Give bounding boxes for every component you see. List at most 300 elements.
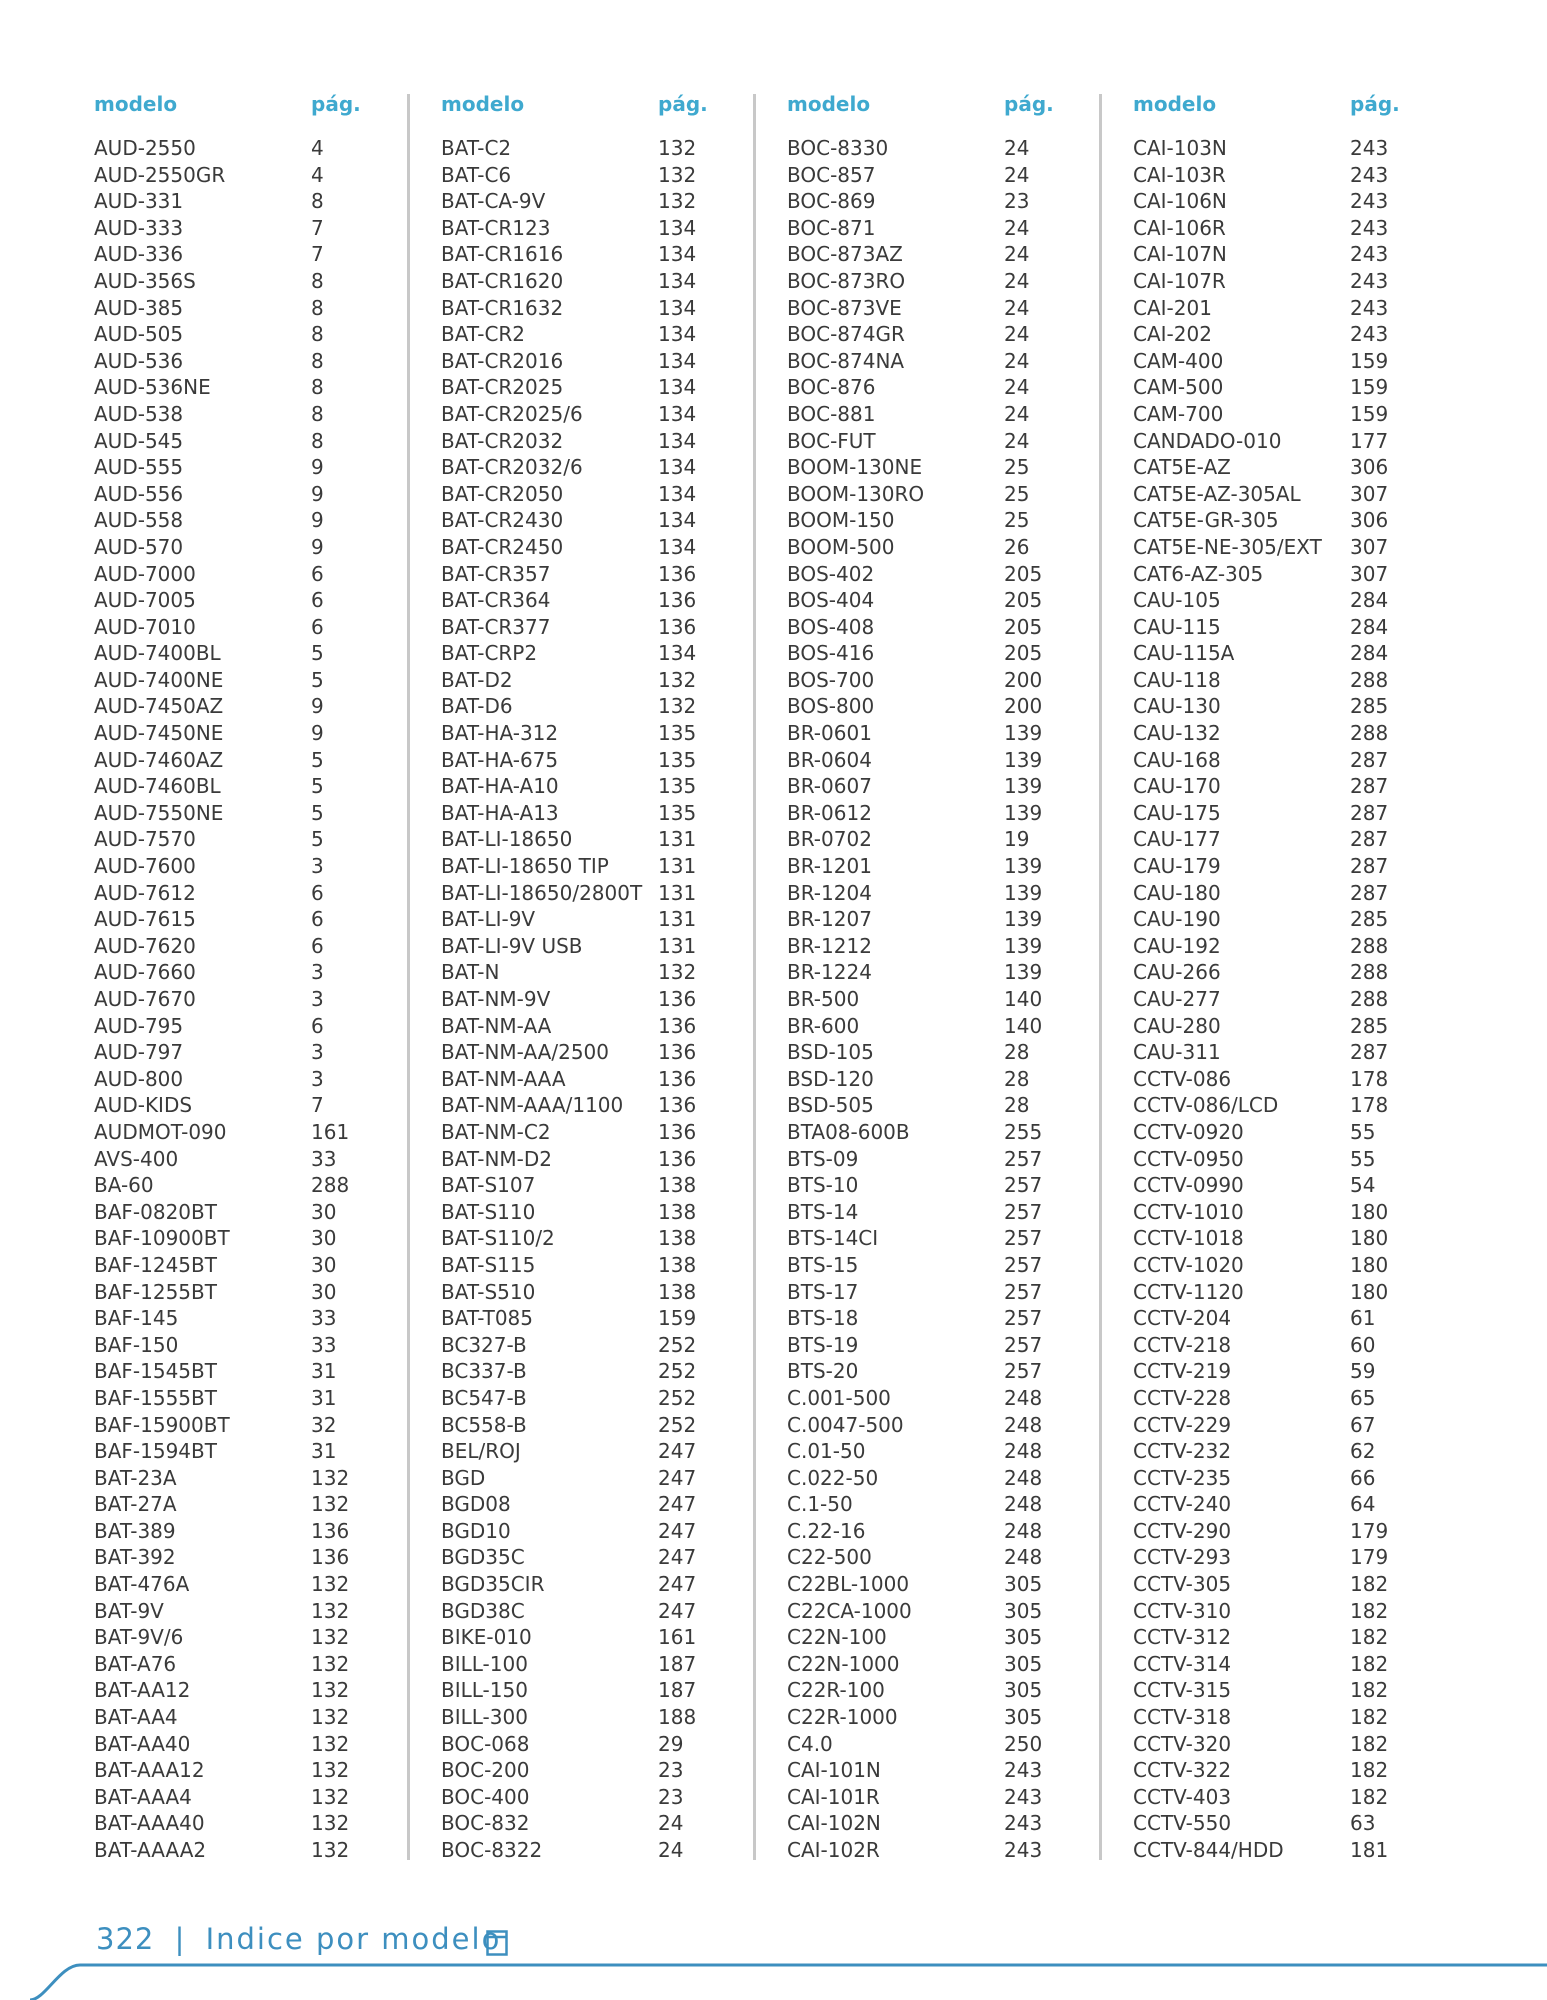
model-header: modelo: [787, 92, 871, 116]
page-ref: 3: [311, 960, 324, 985]
model-code: BGD: [441, 1465, 486, 1490]
index-row: [441, 1119, 781, 1146]
page-ref: 288: [1350, 721, 1389, 746]
page-ref: 159: [658, 1306, 697, 1331]
index-row: [1133, 1385, 1473, 1412]
model-code: CAU-132: [1133, 721, 1221, 746]
model-code: C22BL-1000: [787, 1572, 910, 1597]
model-code: CAI-107R: [1133, 268, 1226, 293]
index-row: [94, 1784, 434, 1811]
index-row: [441, 1598, 781, 1625]
index-row: [441, 1438, 781, 1465]
page-ref: 136: [311, 1545, 350, 1570]
index-row: [441, 800, 781, 827]
page-ref: 8: [311, 295, 324, 320]
model-code: CAU-115A: [1133, 641, 1235, 666]
model-code: C22R-100: [787, 1678, 885, 1703]
page-number: 322: [96, 1922, 155, 1956]
page-ref: 255: [1004, 1119, 1043, 1144]
page-ref: 177: [1350, 428, 1389, 453]
page-ref: 247: [658, 1439, 697, 1464]
model-code: BR-500: [787, 987, 860, 1011]
page-ref: 182: [1350, 1758, 1389, 1783]
model-code: BAT-AAA40: [94, 1811, 205, 1836]
page-ref: 243: [1004, 1784, 1043, 1809]
index-row: [787, 1172, 1127, 1199]
page-ref: 24: [658, 1811, 684, 1836]
page-ref: 63: [1350, 1811, 1376, 1836]
model-code: BAT-HA-675: [441, 747, 559, 772]
index-row: [94, 1225, 434, 1252]
model-code: BAT-392: [94, 1545, 176, 1570]
page-ref: 24: [1004, 215, 1030, 240]
page-ref: 6: [311, 588, 324, 613]
model-code: AUD-555: [94, 455, 184, 480]
page-ref: 132: [311, 1838, 350, 1862]
index-row: [94, 428, 434, 455]
page-ref: 7: [311, 215, 324, 240]
index-row: [94, 1731, 434, 1758]
page-ref: 29: [658, 1731, 684, 1756]
index-row: [787, 1651, 1127, 1678]
model-code: AUD-7600: [94, 854, 196, 879]
index-row: [787, 614, 1127, 641]
model-code: BILL-100: [441, 1651, 528, 1676]
model-code: BOC-FUT: [787, 428, 876, 453]
page-ref: 159: [1350, 348, 1389, 373]
page-ref: 248: [1004, 1545, 1043, 1570]
index-row: [441, 507, 781, 534]
index-row: [94, 162, 434, 189]
index-row: [94, 1598, 434, 1625]
index-row: [94, 1438, 434, 1465]
page-ref: 62: [1350, 1439, 1376, 1464]
model-code: BAT-CR2: [441, 322, 526, 347]
index-row: [94, 667, 434, 694]
index-row: [787, 1279, 1127, 1306]
page-ref: 247: [658, 1545, 697, 1570]
index-row: [1133, 401, 1473, 428]
page-ref: 159: [1350, 375, 1389, 400]
model-code: BAT-CRP2: [441, 641, 538, 666]
model-code: BR-0601: [787, 721, 872, 746]
index-row: [1133, 241, 1473, 268]
page-ref: 138: [658, 1226, 697, 1251]
model-code: CCTV-1010: [1133, 1199, 1244, 1224]
model-code: BILL-300: [441, 1705, 528, 1730]
model-code: AUD-7612: [94, 880, 196, 905]
model-code: BAT-389: [94, 1518, 176, 1543]
page-ref: 305: [1004, 1572, 1043, 1597]
page-ref: 181: [1350, 1838, 1389, 1862]
model-code: AUD-7010: [94, 614, 196, 639]
model-code: AUD-7550NE: [94, 800, 224, 825]
page-ref: 4: [311, 162, 324, 187]
index-row: [787, 1199, 1127, 1226]
page-ref: 138: [658, 1279, 697, 1304]
index-row: [1133, 1784, 1473, 1811]
page-ref: 248: [1004, 1412, 1043, 1437]
model-code: BOC-857: [787, 162, 876, 187]
index-row: [787, 826, 1127, 853]
model-code: AUD-7460AZ: [94, 747, 224, 772]
page-ref: 138: [658, 1252, 697, 1277]
model-code: BAT-D2: [441, 667, 513, 692]
index-row: [441, 720, 781, 747]
model-code: BAT-AAAA2: [94, 1838, 207, 1862]
page-ref: 3: [311, 1066, 324, 1091]
page-ref: 59: [1350, 1359, 1376, 1384]
model-code: BGD35C: [441, 1545, 525, 1570]
model-code: BAT-HA-A10: [441, 774, 559, 799]
page-ref: 257: [1004, 1199, 1043, 1224]
page-ref: 284: [1350, 641, 1389, 666]
model-code: BOOM-500: [787, 534, 895, 559]
index-row: [94, 1412, 434, 1439]
page-ref: 136: [658, 561, 697, 586]
index-row: [1133, 800, 1473, 827]
model-code: CAI-101R: [787, 1784, 880, 1809]
index-row: [94, 1465, 434, 1492]
model-code: CAI-106R: [1133, 215, 1226, 240]
model-code: BR-1204: [787, 880, 872, 905]
index-row: [787, 135, 1127, 162]
model-code: BAF-145: [94, 1306, 179, 1331]
model-code: AUD-505: [94, 322, 184, 347]
model-code: BAT-S115: [441, 1252, 536, 1277]
index-row: [787, 1544, 1127, 1571]
page-ref: 6: [311, 1013, 324, 1038]
page-ref: 257: [1004, 1332, 1043, 1357]
page-header: pág.: [1004, 92, 1054, 116]
page-ref: 178: [1350, 1066, 1389, 1091]
page-ref: 180: [1350, 1226, 1389, 1251]
index-row: [787, 215, 1127, 242]
page-ref: 159: [1350, 401, 1389, 426]
page-ref: 305: [1004, 1598, 1043, 1623]
model-code: BAT-AA12: [94, 1678, 191, 1703]
model-code: BOC-874NA: [787, 348, 905, 373]
page-header: pág.: [658, 92, 708, 116]
index-row: [441, 1252, 781, 1279]
page-ref: 24: [1004, 348, 1030, 373]
model-code: BGD35CIR: [441, 1572, 545, 1597]
index-row: [1133, 1465, 1473, 1492]
model-code: CCTV-550: [1133, 1811, 1232, 1836]
model-code: AUD-556: [94, 481, 184, 506]
model-code: BC327-B: [441, 1332, 527, 1357]
index-row: [94, 1358, 434, 1385]
index-row: [787, 481, 1127, 508]
page-ref: 8: [311, 428, 324, 453]
page-ref: 6: [311, 907, 324, 932]
page-ref: 65: [1350, 1385, 1376, 1410]
model-code: CCTV-320: [1133, 1731, 1232, 1756]
index-row: [787, 241, 1127, 268]
page-header: pág.: [1350, 92, 1400, 116]
index-row: [1133, 906, 1473, 933]
index-row: [1133, 614, 1473, 641]
page-ref: 28: [1004, 1093, 1030, 1118]
page-ref: 134: [658, 215, 697, 240]
model-header: modelo: [441, 92, 525, 116]
index-row: [1133, 1757, 1473, 1784]
index-row: [1133, 454, 1473, 481]
index-row: [787, 1677, 1127, 1704]
index-row: [787, 268, 1127, 295]
index-row: [787, 959, 1127, 986]
index-columns: [94, 86, 1414, 1866]
index-row: [94, 800, 434, 827]
model-code: CCTV-229: [1133, 1412, 1232, 1437]
model-code: AVS-400: [94, 1146, 179, 1171]
page-ref: 247: [658, 1598, 697, 1623]
index-row: [94, 401, 434, 428]
page-ref: 243: [1350, 242, 1389, 267]
model-code: BAT-27A: [94, 1492, 177, 1517]
page-ref: 257: [1004, 1146, 1043, 1171]
model-code: BAF-150: [94, 1332, 179, 1357]
index-row: [94, 268, 434, 295]
page-ref: 5: [311, 667, 324, 692]
model-code: CAI-101N: [787, 1758, 881, 1783]
model-code: C.01-50: [787, 1439, 866, 1464]
model-code: CAU-130: [1133, 694, 1221, 719]
index-row: [441, 1358, 781, 1385]
index-row: [787, 188, 1127, 215]
page-ref: 7: [311, 242, 324, 267]
page-ref: 139: [1004, 854, 1043, 879]
page-ref: 307: [1350, 561, 1389, 586]
page-ref: 287: [1350, 854, 1389, 879]
index-row: [787, 1624, 1127, 1651]
model-code: BAT-AAA12: [94, 1758, 205, 1783]
index-row: [1133, 1225, 1473, 1252]
model-code: BAT-NM-C2: [441, 1119, 551, 1144]
page-ref: 287: [1350, 747, 1389, 772]
model-code: BAT-NM-AAA: [441, 1066, 566, 1091]
index-rows: [94, 135, 434, 1864]
page-ref: 25: [1004, 508, 1030, 533]
index-row: [1133, 933, 1473, 960]
index-row: [441, 1225, 781, 1252]
model-code: BAT-CR2032/6: [441, 455, 583, 480]
model-code: BAT-CR377: [441, 614, 551, 639]
index-row: [441, 959, 781, 986]
index-row: [441, 1013, 781, 1040]
page-ref: 136: [658, 1066, 697, 1091]
model-code: BAT-HA-A13: [441, 800, 559, 825]
model-code: BR-0702: [787, 827, 872, 852]
model-code: CAT5E-NE-305/EXT: [1133, 534, 1322, 559]
page-ref: 23: [1004, 189, 1030, 214]
model-code: BAT-476A: [94, 1572, 190, 1597]
model-code: CAU-115: [1133, 614, 1221, 639]
model-code: CCTV-0990: [1133, 1173, 1244, 1198]
model-code: CCTV-0950: [1133, 1146, 1244, 1171]
index-row: [94, 1385, 434, 1412]
page-ref: 7: [311, 1093, 324, 1118]
model-code: BR-1224: [787, 960, 872, 985]
page-ref: 33: [311, 1332, 337, 1357]
index-row: [1133, 1438, 1473, 1465]
model-code: AUD-KIDS: [94, 1093, 193, 1118]
model-code: CCTV-290: [1133, 1518, 1232, 1543]
index-row: [1133, 1358, 1473, 1385]
model-code: BAT-HA-312: [441, 721, 559, 746]
model-code: BAT-LI-18650: [441, 827, 573, 852]
index-row: [94, 1013, 434, 1040]
index-row: [441, 1412, 781, 1439]
page-ref: 180: [1350, 1199, 1389, 1224]
index-row: [1133, 534, 1473, 561]
page-ref: 132: [311, 1572, 350, 1597]
model-code: BOC-068: [441, 1731, 530, 1756]
page-ref: 247: [658, 1518, 697, 1543]
index-row: [94, 374, 434, 401]
index-row: [787, 853, 1127, 880]
index-row: [441, 135, 781, 162]
model-code: BOC-881: [787, 401, 876, 426]
index-row: [94, 1146, 434, 1173]
page-ref: 136: [658, 1040, 697, 1065]
model-code: BAT-CR1632: [441, 295, 564, 320]
model-code: BAT-CR2025/6: [441, 401, 583, 426]
page-ref: 3: [311, 987, 324, 1011]
model-code: BR-1201: [787, 854, 872, 879]
index-row: [1133, 1544, 1473, 1571]
index-row: [787, 401, 1127, 428]
index-row: [1133, 1305, 1473, 1332]
model-code: BC337-B: [441, 1359, 527, 1384]
model-code: BAT-LI-18650/2800T: [441, 880, 643, 905]
model-code: BOC-400: [441, 1784, 530, 1809]
model-code: BGD10: [441, 1518, 511, 1543]
page-ref: 288: [1350, 933, 1389, 958]
model-code: BAT-9V/6: [94, 1625, 184, 1650]
index-row: [94, 986, 434, 1013]
model-code: BTS-15: [787, 1252, 859, 1277]
index-row: [1133, 162, 1473, 189]
model-code: BAT-LI-18650 TIP: [441, 854, 609, 879]
index-row: [1133, 826, 1473, 853]
page-ref: 285: [1350, 694, 1389, 719]
model-code: BAT-9V: [94, 1598, 164, 1623]
model-code: BOS-700: [787, 667, 875, 692]
model-code: CAU-168: [1133, 747, 1221, 772]
page-ref: 134: [658, 455, 697, 480]
index-row: [94, 747, 434, 774]
page-ref: 287: [1350, 1040, 1389, 1065]
index-row: [94, 1704, 434, 1731]
page-ref: 248: [1004, 1439, 1043, 1464]
index-row: [94, 1119, 434, 1146]
model-code: CCTV-293: [1133, 1545, 1232, 1570]
model-code: BAF-0820BT: [94, 1199, 217, 1224]
section-title: Indice por modelo: [205, 1922, 502, 1956]
model-code: CCTV-305: [1133, 1572, 1232, 1597]
model-code: BAF-1245BT: [94, 1252, 217, 1277]
model-code: BOC-873VE: [787, 295, 902, 320]
index-row: [1133, 1731, 1473, 1758]
index-row: [1133, 1677, 1473, 1704]
index-row: [94, 933, 434, 960]
model-code: CAU-177: [1133, 827, 1221, 852]
index-row: [94, 1757, 434, 1784]
index-row: [1133, 693, 1473, 720]
page-ref: 134: [658, 295, 697, 320]
index-row: [94, 640, 434, 667]
page-ref: 138: [658, 1199, 697, 1224]
model-code: BTS-20: [787, 1359, 859, 1384]
page-ref: 25: [1004, 481, 1030, 506]
page-ref: 136: [658, 1093, 697, 1118]
model-code: CAT5E-AZ: [1133, 455, 1231, 480]
index-row: [94, 1677, 434, 1704]
model-code: AUD-536NE: [94, 375, 211, 400]
model-code: CCTV-314: [1133, 1651, 1232, 1676]
model-code: CCTV-0920: [1133, 1119, 1244, 1144]
model-code: AUDMOT-090: [94, 1119, 227, 1144]
model-code: AUD-7400NE: [94, 667, 224, 692]
model-code: BOC-874GR: [787, 322, 905, 347]
model-code: CCTV-1020: [1133, 1252, 1244, 1277]
model-code: BAT-CA-9V: [441, 189, 546, 214]
model-code: BAT-23A: [94, 1465, 177, 1490]
page-footer: [96, 1922, 501, 1956]
page-ref: 131: [658, 854, 697, 879]
index-row: [1133, 1332, 1473, 1359]
page-ref: 243: [1350, 215, 1389, 240]
model-header: modelo: [94, 92, 178, 116]
model-code: CCTV-312: [1133, 1625, 1232, 1650]
index-row: [94, 348, 434, 375]
index-row: [787, 1092, 1127, 1119]
index-row: [787, 667, 1127, 694]
page-ref: 67: [1350, 1412, 1376, 1437]
page-ref: 140: [1004, 987, 1043, 1011]
page-ref: 305: [1004, 1651, 1043, 1676]
index-row: [787, 1305, 1127, 1332]
page-ref: 140: [1004, 1013, 1043, 1038]
index-row: [94, 454, 434, 481]
index-row: [787, 348, 1127, 375]
model-code: AUD-331: [94, 189, 184, 214]
index-row: [787, 507, 1127, 534]
page-ref: 24: [658, 1838, 684, 1862]
page-ref: 8: [311, 268, 324, 293]
page-ref: 252: [658, 1359, 697, 1384]
index-row: [94, 959, 434, 986]
model-code: CAI-103R: [1133, 162, 1226, 187]
index-row: [441, 241, 781, 268]
index-row: [94, 1624, 434, 1651]
page-ref: 31: [311, 1439, 337, 1464]
index-row: [441, 1146, 781, 1173]
page-ref: 288: [1350, 667, 1389, 692]
index-rows: [441, 135, 781, 1864]
index-row: [1133, 374, 1473, 401]
page-ref: 257: [1004, 1226, 1043, 1251]
page-ref: 252: [658, 1385, 697, 1410]
page-ref: 200: [1004, 667, 1043, 692]
page-ref: 134: [658, 401, 697, 426]
model-code: BAF-1594BT: [94, 1439, 217, 1464]
index-column-4: [1133, 86, 1473, 1864]
page-ref: 287: [1350, 774, 1389, 799]
model-code: CAM-500: [1133, 375, 1224, 400]
page-ref: 243: [1350, 189, 1389, 214]
